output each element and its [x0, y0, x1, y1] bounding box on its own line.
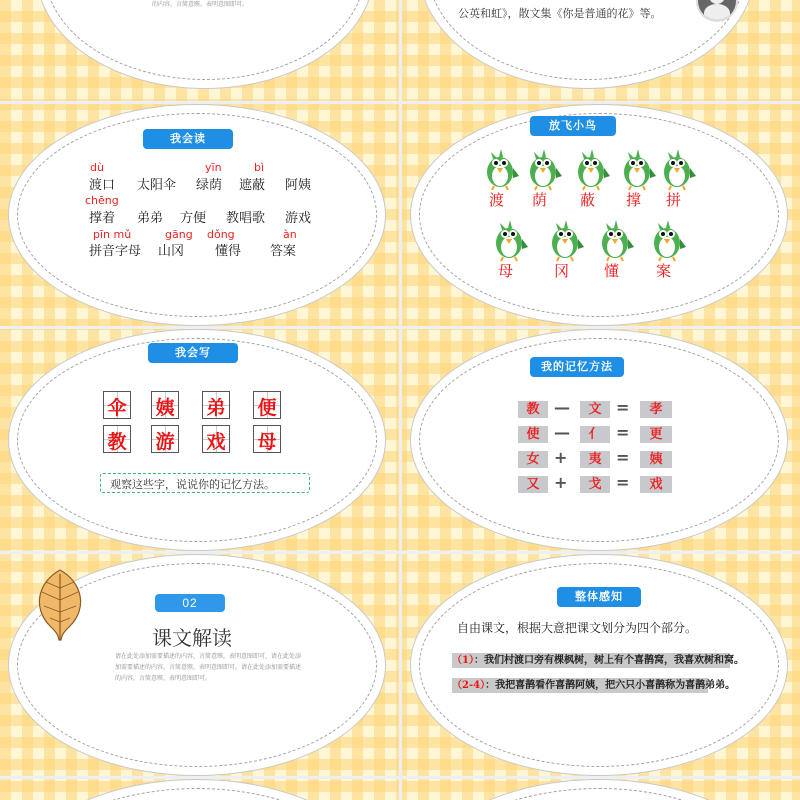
bird-character: 母 — [498, 262, 514, 280]
memo-equals: = — [616, 398, 630, 417]
memo-character: 夷 — [580, 451, 610, 468]
vocab-word: 渡口 — [89, 178, 116, 193]
description-line: 加需要描述的内容，言简意赅，表明意图即可。请在此处添加需要描述 — [115, 664, 302, 671]
memo-equals: = — [616, 448, 630, 467]
slide-thumbnail-2[interactable] — [402, 0, 800, 101]
writing-grid-cell — [103, 425, 131, 453]
part-summary-row — [452, 678, 736, 693]
pinyin-label: dǒng — [207, 228, 235, 241]
bird-icon[interactable] — [654, 146, 700, 192]
pinyin-label: chēng — [85, 194, 119, 207]
intro-text: 自由课文，根据大意把课文划分为四个部分。 — [457, 621, 698, 635]
prompt-box — [100, 473, 310, 493]
description-line: 请在此处添加需要描述的内容，言简意赅，表明意图即可，请在此处添 — [115, 653, 302, 660]
vocab-word: 方便 — [180, 211, 207, 226]
practice-character: 伞 — [107, 397, 127, 419]
slide-title-pill: 我会读 — [143, 129, 233, 149]
slide-thumbnail-1[interactable] — [0, 0, 399, 101]
practice-character: 弟 — [206, 397, 226, 419]
vocab-word: 答案 — [270, 244, 297, 259]
vocab-word: 遮蔽 — [239, 178, 266, 193]
slide-thumbnail-10[interactable] — [402, 779, 800, 800]
vocab-word: 游戏 — [285, 211, 312, 226]
bird-icon[interactable] — [592, 217, 638, 263]
writing-grid-cell — [253, 425, 281, 453]
leaf-icon — [30, 568, 90, 642]
vocab-word: 懂得 — [215, 244, 242, 259]
pinyin-label: àn — [283, 228, 297, 241]
memo-character: 亻 — [580, 426, 610, 443]
vocab-word: 拼音字母 — [89, 244, 142, 259]
section-heading: 课文解读 — [152, 626, 232, 650]
pinyin-label: yīn — [205, 161, 222, 174]
writing-grid-cell — [202, 425, 230, 453]
bird-character: 蔽 — [580, 191, 596, 209]
writing-grid-cell — [202, 391, 230, 419]
pinyin-label: dù — [90, 161, 104, 174]
memo-character: 使 — [518, 426, 548, 443]
vocab-word: 太阳伞 — [137, 178, 177, 193]
slide-oval — [12, 333, 382, 547]
slide-oval — [414, 783, 784, 800]
slide-title-pill: 放飞小鸟 — [530, 116, 616, 136]
vocab-word: 撑着 — [89, 211, 116, 226]
slide-thumbnail-5[interactable] — [0, 329, 399, 551]
memo-character: 戈 — [580, 476, 610, 493]
part-number: （1） — [452, 655, 474, 666]
vocab-word: 绿荫 — [196, 178, 223, 193]
slide-thumbnail-9[interactable] — [0, 779, 399, 800]
part-number: （2-4） — [452, 680, 486, 691]
pinyin-label: gāng — [165, 228, 193, 241]
bird-character: 冈 — [554, 262, 570, 280]
practice-character: 戏 — [206, 431, 226, 453]
slide-description-tail: 的内容，言简意赅，表明意图即可。 — [152, 1, 249, 8]
memo-result: 戏 — [640, 476, 672, 493]
bird-icon[interactable] — [542, 217, 588, 263]
bird-character: 懂 — [604, 262, 620, 280]
vocab-word: 教唱歌 — [226, 211, 266, 226]
part-text: ：我把喜鹊看作喜鹊阿姨，把六只小喜鹊称为喜鹊弟弟。 — [485, 680, 736, 691]
part-summary-row — [452, 653, 744, 668]
bird-icon[interactable] — [568, 146, 614, 192]
vocab-word: 弟弟 — [137, 211, 164, 226]
slide-thumbnail-4[interactable] — [402, 104, 800, 326]
bird-character: 荫 — [532, 191, 548, 209]
pinyin-label: bì — [254, 161, 265, 174]
bird-icon[interactable] — [520, 146, 566, 192]
writing-grid-cell — [253, 391, 281, 419]
memo-character: 教 — [518, 401, 548, 418]
pinyin-label: pīn mǔ — [93, 228, 132, 241]
bird-character: 案 — [656, 262, 672, 280]
section-number-pill: 02 — [155, 594, 225, 612]
vocab-word: 山冈 — [158, 244, 185, 259]
slide-thumbnail-3[interactable] — [0, 104, 399, 326]
vocab-word: 阿姨 — [285, 178, 312, 193]
writing-grid-cell — [103, 391, 131, 419]
memo-result: 姨 — [640, 451, 672, 468]
bird-character: 渡 — [489, 191, 505, 209]
slide-thumbnail-8[interactable] — [402, 554, 800, 776]
part-text: ：我们村渡口旁有棵枫树，树上有个喜鹊窝，我喜欢树和窝。 — [473, 655, 744, 666]
bird-character: 拼 — [666, 191, 682, 209]
slide-oval — [414, 108, 784, 322]
slide-thumbnail-7[interactable] — [0, 554, 399, 776]
memo-character: 文 — [580, 401, 610, 418]
memo-equals: = — [616, 473, 630, 492]
writing-grid-cell — [151, 425, 179, 453]
memo-operator: + — [554, 448, 568, 467]
writing-grid-cell — [151, 391, 179, 419]
memo-operator: + — [554, 473, 568, 492]
bird-icon[interactable] — [477, 146, 523, 192]
memo-result: 孝 — [640, 401, 672, 418]
bird-character: 撑 — [626, 191, 642, 209]
prompt-text: 观察这些字，说说你的记忆方法。 — [110, 478, 275, 491]
practice-character: 姨 — [155, 397, 175, 419]
slide-title-pill: 我会写 — [148, 343, 238, 363]
memo-operator: — — [554, 398, 570, 417]
description-line: 的内容，言简意赅，表明意图即可。 — [115, 675, 212, 682]
practice-character: 便 — [257, 397, 277, 419]
practice-character: 教 — [107, 431, 127, 453]
bird-icon[interactable] — [486, 217, 532, 263]
slide-title-pill: 整体感知 — [557, 587, 641, 607]
memo-result: 更 — [640, 426, 672, 443]
slide-thumbnail-6[interactable] — [402, 329, 800, 551]
memo-equals: = — [616, 423, 630, 442]
memo-character: 女 — [518, 451, 548, 468]
practice-character: 母 — [257, 431, 277, 453]
slide-title-pill: 我的记忆方法 — [530, 357, 624, 377]
slide-oval — [40, 0, 370, 85]
practice-character: 游 — [155, 431, 175, 453]
memo-operator: — — [554, 423, 570, 442]
slide-oval — [12, 783, 382, 800]
memo-character: 又 — [518, 476, 548, 493]
bird-icon[interactable] — [644, 217, 690, 263]
slide-text-tail: 公英和虹》，散文集《你是普通的花》等。 — [458, 7, 662, 20]
